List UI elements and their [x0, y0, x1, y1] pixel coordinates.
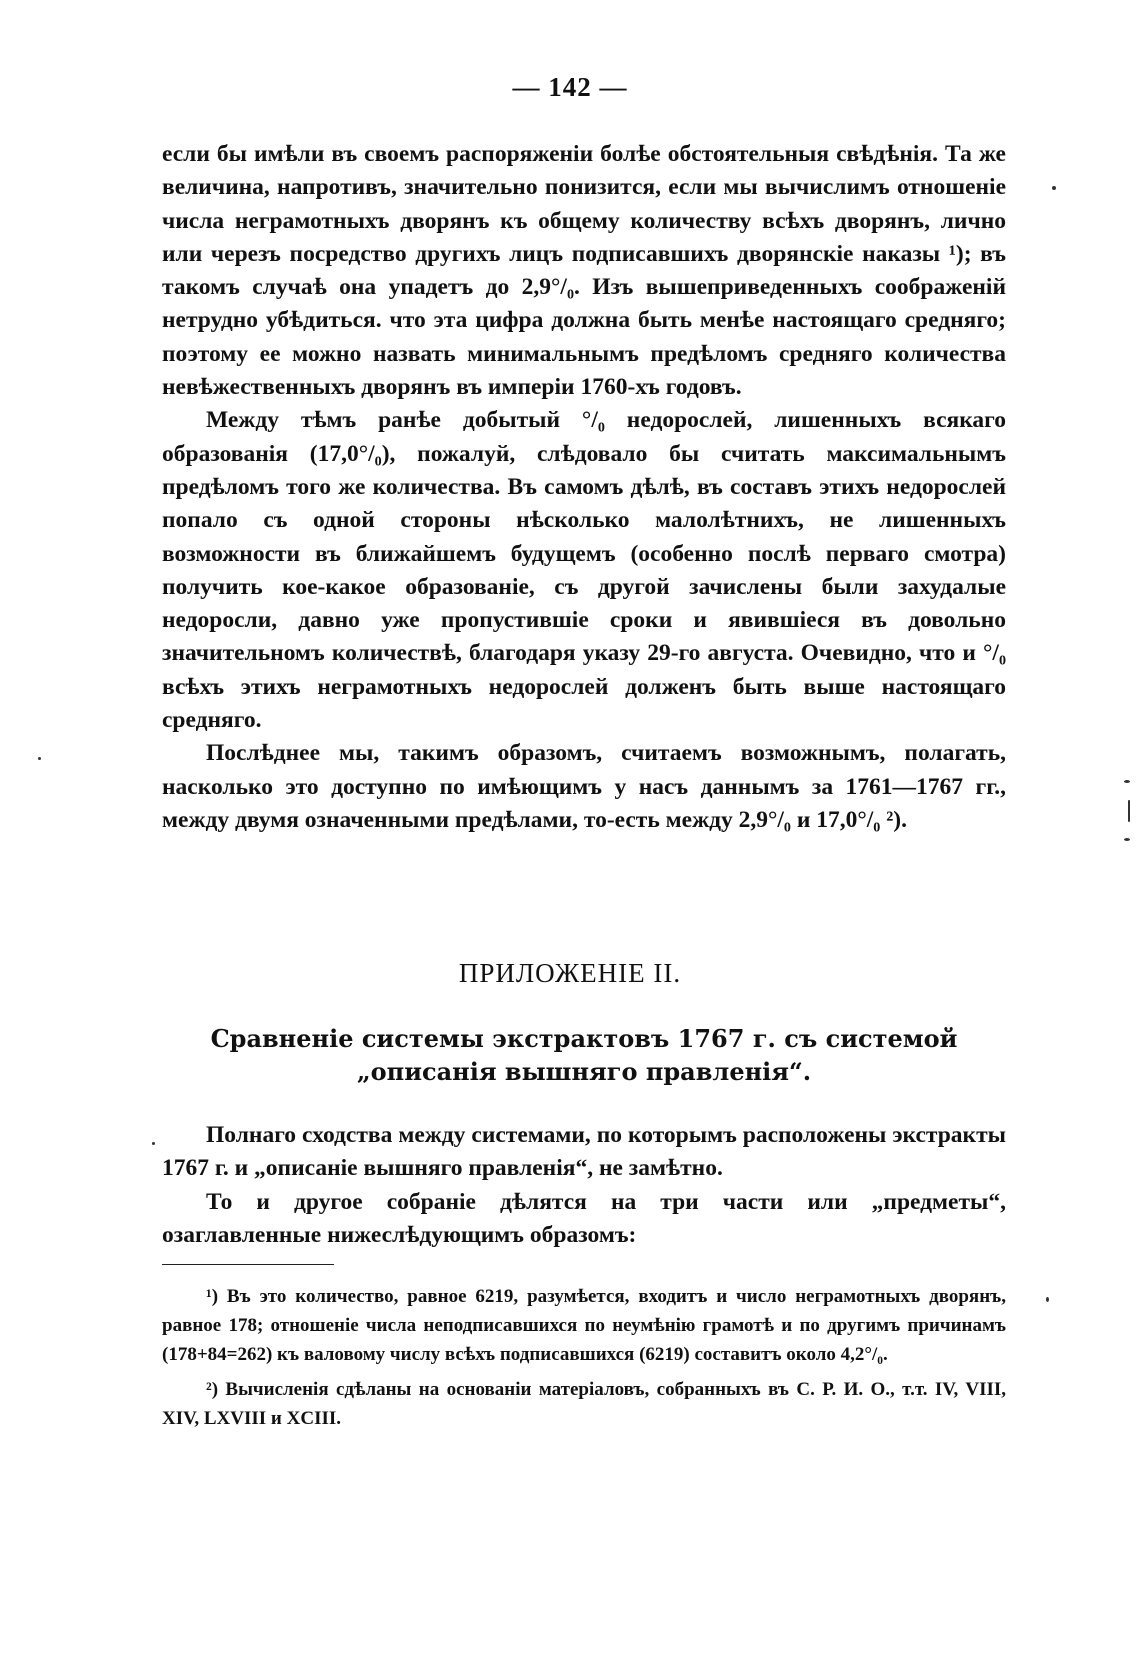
scan-speck: [152, 1142, 155, 1145]
paragraph-continuation: если бы имѣли въ своемъ распоряженіи болѣе обстоятельныя свѣдѣнія. Та же величина, напротивъ, значительно понизится, если мы вычислимъ отношеніе числа неграмотныхъ дворянъ къ общему количеству всѣхъ дворянъ, лично или черезъ посредство другихъ лицъ подписавшихъ дворянскіе наказы ¹); въ такомъ случаѣ она упадетъ до 2,9°/₀. Изъ вышеприведенныхъ соображеній нетрудно убѣдиться. что эта цифра должна быть менѣе настоящаго средняго; поэтому ее можно назвать минимальнымъ предѣломъ средняго количества невѣжественныхъ дворянъ въ имперіи 1760-хъ годовъ.: [162, 141, 1006, 401]
appendix-text: [162, 1119, 1006, 1252]
scan-speck: [1124, 838, 1130, 841]
section-title: Сравненіе системы экстрактовъ 1767 г. съ системой „описанія вышняго правленія“.: [210, 1024, 958, 1086]
paragraph-conclusion: Послѣднее мы, такимъ образомъ, считаемъ возможнымъ, полагать, насколько это доступно по имѣющимъ у насъ даннымъ за 1761—1767 гг., между двумя означенными предѣлами, то-есть между 2,9°/₀ и 17,0°/₀ ²).: [162, 740, 1006, 833]
scan-speck: [1128, 800, 1130, 822]
paragraph-no-similarity: Полнаго сходства между системами, по которымъ расположены экстракты 1767 г. и „описаніе вышняго правленія“, не замѣтно.: [162, 1122, 1006, 1182]
paragraph-maximum-limit: Между тѣмъ ранѣе добытый °/₀ недорослей, лишенныхъ всякаго образованія (17,0°/₀), пожалуй, слѣдовало бы считать максимальнымъ предѣломъ того же количества. Въ самомъ дѣлѣ, въ составъ этихъ недорослей попало съ одной стороны нѣсколько малолѣтнихъ, не лишенныхъ возможности въ ближайшемъ будущемъ (особенно послѣ перваго смотра) получить кое-какое образованіе, съ другой зачислены были захудалые недоросли, давно уже пропустившіе сроки и явившіеся въ довольно значительномъ количествѣ, благодаря указу 29-го августа. Очевидно, что и °/₀ всѣхъ этихъ неграмотныхъ недорослей долженъ быть выше настоящаго средняго.: [162, 407, 1006, 734]
main-text: [162, 138, 1006, 837]
appendix-heading: ПРИЛОЖЕНІЕ II.: [458, 958, 682, 988]
footnote-1: ¹) Въ это количество, равное 6219, разумѣется, входитъ и число неграмотныхъ дворянъ, равное 178; отношеніе числа неподписавшихся по неумѣнію грамотѣ и по другимъ причинамъ (178+84=262) къ валовому числу всѣхъ подписавшихся (6219) составитъ около 4,2°/₀.: [162, 1286, 1006, 1365]
footnotes: [162, 1282, 1006, 1439]
footnote-2: ²) Вычисленія сдѣланы на основаніи матеріаловъ, собранныхъ въ С. Р. И. О., т.т. IV, VIII, XIV, LXVIII и XCIII.: [162, 1379, 1006, 1429]
scan-speck: [38, 757, 41, 760]
scan-speck: [1124, 780, 1130, 783]
scan-speck: [1046, 1297, 1049, 1302]
footnote-divider: [162, 1264, 334, 1265]
page-number: — 142 —: [512, 72, 628, 102]
scan-speck: [1052, 186, 1056, 190]
paragraph-three-parts: То и другое собраніе дѣлятся на три части или „предметы“, озаглавленные нижеслѣдующимъ образомъ:: [162, 1188, 1006, 1248]
